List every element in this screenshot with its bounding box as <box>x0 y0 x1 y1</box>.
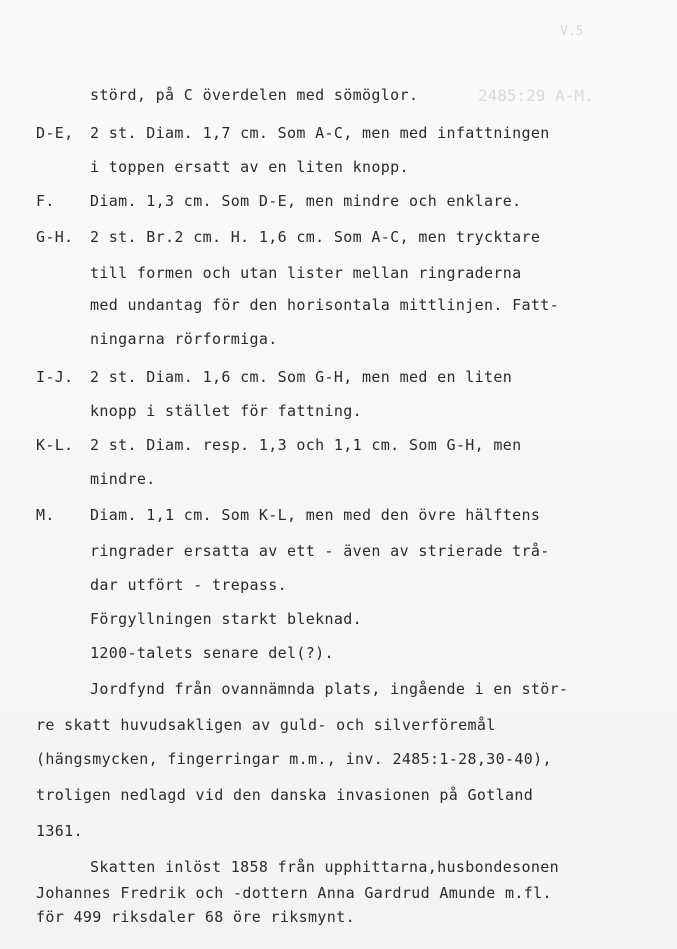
bleed-through-corner-text: V.5 <box>560 24 584 39</box>
line-text: med undantag för den horisontala mittlinjen. Fatt- <box>90 296 560 314</box>
item-label: G-H. <box>36 228 74 246</box>
line-text: 2 st. Diam. 1,6 cm. Som G-H, men med en liten <box>90 368 513 386</box>
line-text: ningarna rörformiga. <box>90 330 278 348</box>
line-text: störd, på C överdelen med sömöglor. <box>90 86 419 104</box>
line-text: Diam. 1,3 cm. Som D-E, men mindre och enklare. <box>90 192 522 210</box>
item-label: I-J. <box>36 368 74 386</box>
line-text: 2 st. Br.2 cm. H. 1,6 cm. Som A-C, men trycktare <box>90 228 541 246</box>
line-text: knopp i stället för fattning. <box>90 402 363 420</box>
line-text: Jordfynd från ovannämnda plats, ingående i en stör- <box>90 680 569 698</box>
line-text: i toppen ersatt av en liten knopp. <box>90 158 409 176</box>
line-text: dar utfört - trepass. <box>90 576 287 594</box>
item-label: F. <box>36 192 55 210</box>
line-text: troligen nedlagd vid den danska invasionen på Gotland <box>36 786 534 804</box>
item-label: M. <box>36 506 55 524</box>
bleed-through-inventory-text: 2485:29 A-M. <box>478 86 594 105</box>
item-label: D-E, <box>36 124 74 142</box>
line-text: 2 st. Diam. 1,7 cm. Som A-C, men med infattningen <box>90 124 550 142</box>
line-text: Skatten inlöst 1858 från upphittarna,husbondesonen <box>90 858 560 876</box>
line-text: 1361. <box>36 822 83 840</box>
line-text: ringrader ersatta av ett - även av strierade trå- <box>90 542 550 560</box>
item-label: K-L. <box>36 436 74 454</box>
line-text: för 499 riksdaler 68 öre riksmynt. <box>36 908 355 926</box>
line-text: 2 st. Diam. resp. 1,3 och 1,1 cm. Som G-H, men <box>90 436 522 454</box>
line-text: till formen och utan lister mellan ringraderna <box>90 264 522 282</box>
line-text: Johannes Fredrik och -dottern Anna Gardrud Amunde m.fl. <box>36 884 552 902</box>
line-text: mindre. <box>90 470 156 488</box>
line-text: (hängsmycken, fingerringar m.m., inv. 2485:1-28,30-40), <box>36 750 552 768</box>
line-text: Förgyllningen starkt bleknad. <box>90 610 363 628</box>
line-text: 1200-talets senare del(?). <box>90 644 334 662</box>
line-text: Diam. 1,1 cm. Som K-L, men med den övre hälftens <box>90 506 541 524</box>
line-text: re skatt huvudsakligen av guld- och silverföremål <box>36 716 496 734</box>
